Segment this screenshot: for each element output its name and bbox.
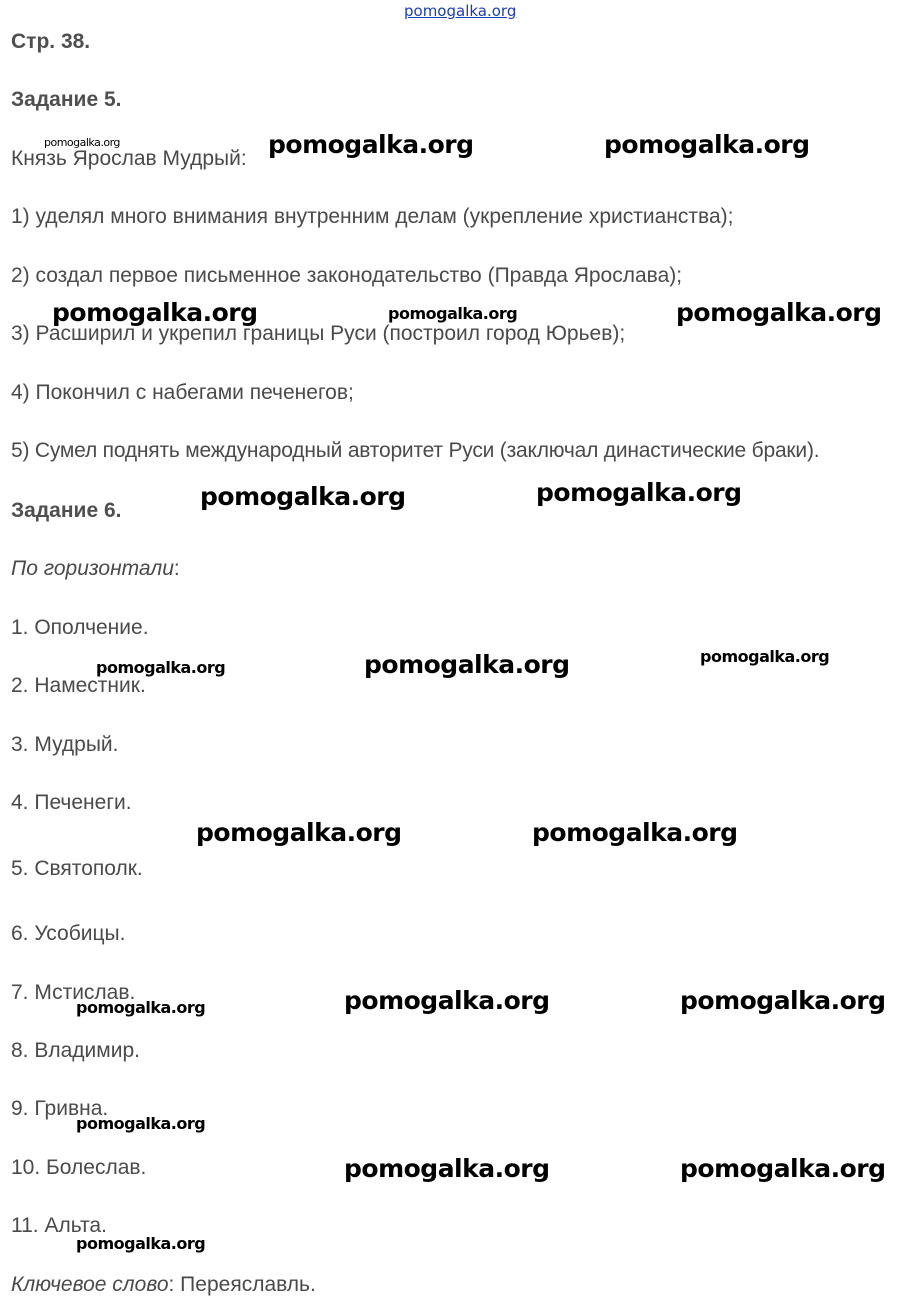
watermark: pomogalka.org [680, 1154, 886, 1183]
task-5-heading: Задание 5. [11, 88, 122, 111]
answer-7: 7. Мстислав. [11, 981, 136, 1004]
task-5-intro: Князь Ярослав Мудрый: [11, 147, 247, 170]
watermark: pomogalka.org [52, 298, 258, 327]
task-5-item-2: 2) создал первое письменное законодательство (Правда Ярослава); [11, 264, 683, 287]
site-link[interactable]: pomogalka.org [404, 2, 517, 20]
answer-10: 10. Болеслав. [11, 1156, 147, 1179]
answer-2: 2. Наместник. [11, 674, 146, 697]
answer-6: 6. Усобицы. [11, 922, 126, 945]
watermark: pomogalka.org [676, 298, 882, 327]
watermark: pomogalka.org [268, 130, 474, 159]
watermark: pomogalka.org [604, 130, 810, 159]
horizontal-label: По горизонтали [11, 557, 174, 580]
watermark: pomogalka.org [96, 658, 226, 677]
horizontal-label-line [11, 556, 180, 582]
answer-11: 11. Альта. [11, 1214, 107, 1237]
watermark: pomogalka.org [680, 986, 886, 1015]
watermark: pomogalka.org [532, 818, 738, 847]
task-5-item-4: 4) Покончил с набегами печенегов; [11, 381, 354, 404]
watermark: pomogalka.org [344, 986, 550, 1015]
horizontal-label-colon: : [173, 557, 180, 580]
answer-8: 8. Владимир. [11, 1039, 140, 1062]
watermark: pomogalka.org [536, 478, 742, 507]
watermark: pomogalka.org [196, 818, 402, 847]
watermark: pomogalka.org [76, 1234, 206, 1253]
answer-1: 1. Ополчение. [11, 616, 149, 639]
answer-9: 9. Гривна. [11, 1097, 109, 1120]
watermark: pomogalka.org [200, 482, 406, 511]
page-reference: Стр. 38. [11, 30, 91, 53]
task-5-item-5: 5) Сумел поднять международный авторитет Руси (заключал династические браки). [11, 439, 820, 462]
task-5-item-1: 1) уделял много внимания внутренним делам (укрепление христианства); [11, 205, 734, 228]
watermark: pomogalka.org [388, 304, 518, 323]
watermark: pomogalka.org [76, 1114, 206, 1133]
watermark: pomogalka.org [344, 1154, 550, 1183]
watermark: pomogalka.org [44, 136, 120, 149]
keyword-line [11, 1272, 316, 1298]
watermark: pomogalka.org [76, 998, 206, 1017]
task-5-item-3: 3) Расширил и укрепил границы Руси (построил город Юрьев); [11, 322, 626, 345]
watermark: pomogalka.org [364, 650, 570, 679]
answer-3: 3. Мудрый. [11, 733, 119, 756]
answer-5: 5. Святополк. [11, 857, 143, 880]
task-6-heading: Задание 6. [11, 499, 122, 522]
answer-4: 4. Печенеги. [11, 791, 132, 814]
watermark: pomogalka.org [700, 647, 830, 666]
keyword-value: : Переяславль. [168, 1273, 316, 1296]
keyword-label: Ключевое слово [11, 1273, 169, 1296]
